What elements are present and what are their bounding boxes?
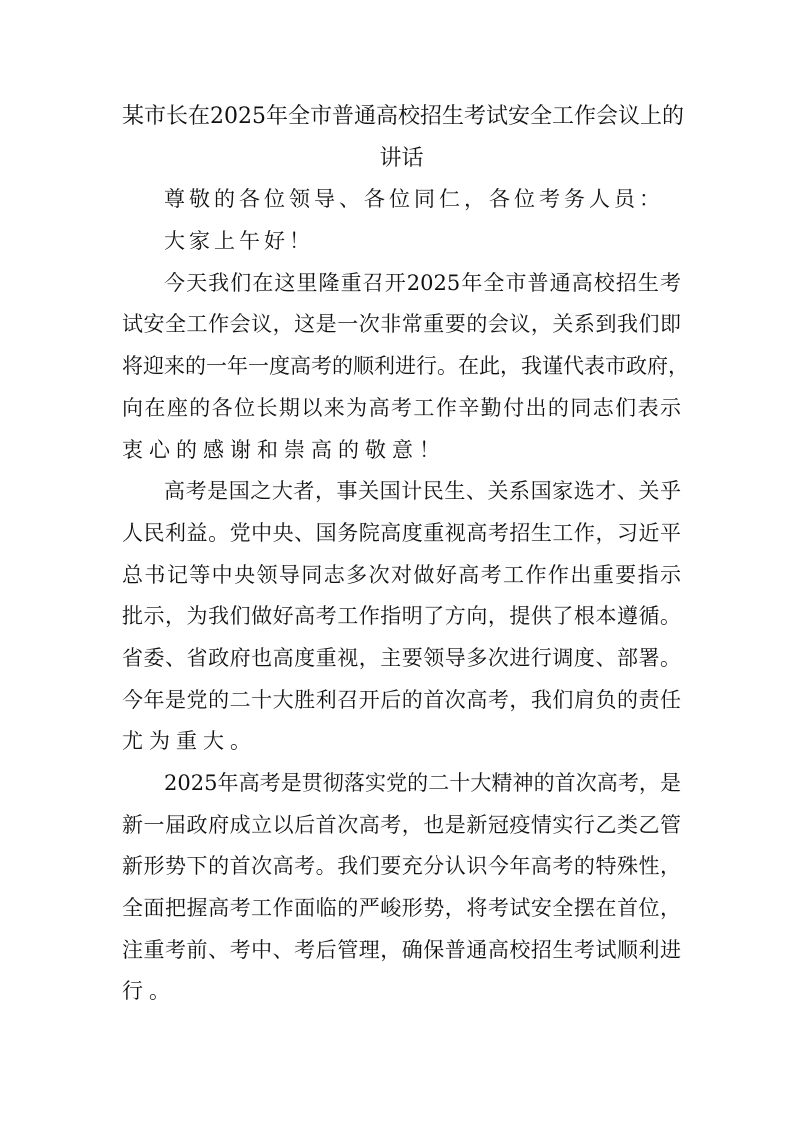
body-paragraphs — [122, 263, 689, 1013]
salutation: 尊敬的各位领导、各位同仁，各位考务人员： — [164, 187, 664, 212]
paragraph-line: 全面把握高考工作面临的严峻形势，将考试安全摆在首位， — [122, 896, 681, 921]
paragraph-line: 总书记等中央领导同志多次对做好高考工作作出重要指示 — [122, 562, 681, 587]
title-line-1: 某市长在2025年全市普通高校招生考试安全工作会议上的 — [122, 104, 684, 129]
paragraph-line: 向在座的各位长期以来为高考工作辛勤付出的同志们表示 — [122, 395, 681, 420]
paragraph-line: 今天我们在这里隆重召开2025年全市普通高校招生考 — [164, 270, 681, 295]
paragraph-line: 衷心的感谢和崇高的敬意！ — [122, 437, 446, 462]
paragraph — [122, 763, 681, 1013]
paragraph-line: 将迎来的一年一度高考的顺利进行。在此，我谨代表市政府， — [122, 354, 689, 379]
paragraph-line: 批示，为我们做好高考工作指明了方向，提供了根本遵循。 — [122, 604, 681, 629]
paragraph-line: 省委、省政府也高度重视，主要领导多次进行调度、部署。 — [122, 645, 681, 670]
paragraph-line: 注重考前、考中、考后管理，确保普通高校招生考试顺利进 — [122, 937, 681, 962]
document-page — [122, 96, 689, 1013]
greeting: 大家上午好！ — [164, 229, 314, 254]
paragraph-line: 高考是国之大者，事关国计民生、关系国家选才、关乎 — [164, 479, 681, 504]
paragraph-line: 尤为重大。 — [122, 729, 257, 754]
paragraph-line: 行。 — [122, 979, 176, 1004]
title-line-2: 讲话 — [379, 145, 424, 171]
paragraph — [122, 263, 689, 471]
paragraph-line: 2025年高考是贯彻落实党的二十大精神的首次高考，是 — [164, 771, 681, 795]
paragraph-line: 人民利益。党中央、国务院高度重视高考招生工作，习近平 — [122, 520, 681, 545]
paragraph-line: 试安全工作会议，这是一次非常重要的会议，关系到我们即 — [122, 312, 681, 337]
paragraph-line: 新形势下的首次高考。我们要充分认识今年高考的特殊性， — [122, 854, 681, 879]
paragraph-line: 新一届政府成立以后首次高考，也是新冠疫情实行乙类乙管 — [122, 812, 681, 837]
paragraph — [122, 471, 681, 763]
paragraph-line: 今年是党的二十大胜利召开后的首次高考，我们肩负的责任 — [122, 687, 681, 712]
